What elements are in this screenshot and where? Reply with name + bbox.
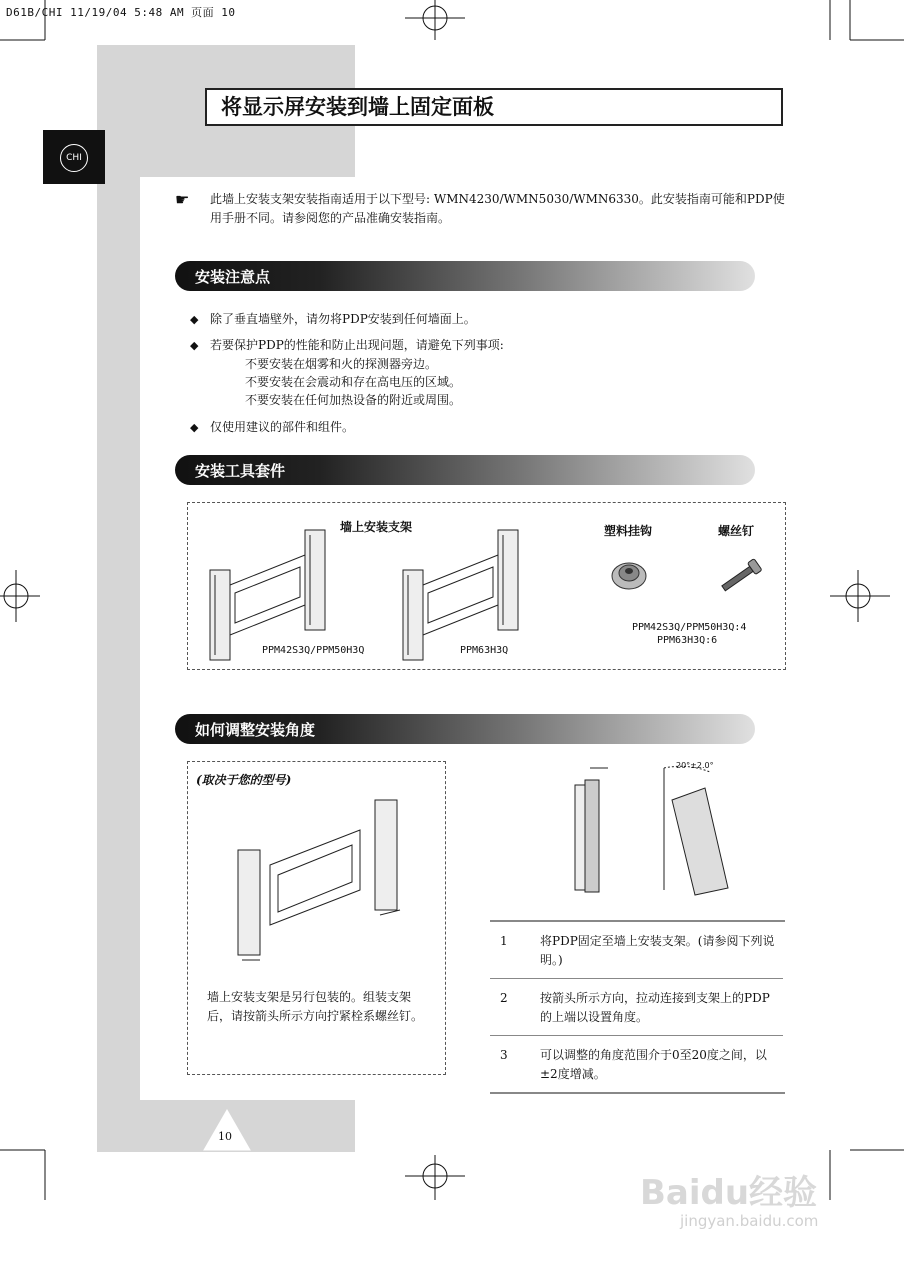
watermark-brand: Baidu经验 [640, 1173, 818, 1213]
hook-qty-line-2: PPM63H3Q:6 [657, 635, 718, 646]
section-kit-header [175, 455, 755, 485]
watermark-url: jingyan.baidu.com [680, 1212, 819, 1230]
bracket-model-1: PPM42S3Q/PPM50H3Q [262, 645, 365, 656]
section-title: 如何调整安装角度 [195, 721, 316, 739]
precaution-item: ◆ 除了垂直墙壁外，请勿将PDP安装到任何墙面上。 [210, 310, 750, 329]
precaution-item: ◆ 若要保护PDP的性能和防止出现问题，请避免下列事项: [210, 336, 750, 355]
section-angle-header [175, 714, 755, 744]
hook-qty-line-1: PPM42S3Q/PPM50H3Q:4 [632, 622, 747, 633]
precaution-sub-item: 不要安装在会震动和存在高电压的区域。 [245, 375, 462, 389]
step-row: 3 可以调整的角度范围介于0至20度之间，以±2度增减。 [490, 1036, 783, 1093]
step-row: 1 将PDP固定至墙上安装支架。(请参阅下列说明。) [500, 934, 775, 967]
screw-image [718, 556, 768, 596]
assembly-box-title: (取决于您的型号) [196, 773, 292, 787]
left-gray-band [97, 177, 140, 1152]
angle-label: 20°±2.0° [676, 761, 714, 770]
section-title: 安装注意点 [195, 268, 271, 286]
wall-bracket-small-image [205, 525, 335, 665]
precaution-sub-item: 不要安装在烟雾和火的探测器旁边。 [245, 357, 438, 371]
intro-note: 此墙上安装支架安装指南适用于以下型号: WMN4230/WMN5030/WMN6330。此安装指南可能和PDP使用手册不同。请参阅您的产品准确安装指南。 [210, 192, 785, 225]
precaution-item: ◆ 仅使用建议的部件和组件。 [210, 418, 750, 437]
diamond-bullet-icon: ◆ [190, 421, 199, 434]
angle-adjust-image [560, 760, 750, 900]
diamond-bullet-icon: ◆ [190, 313, 199, 326]
section-precautions-header [175, 261, 755, 291]
bracket-label: 墙上安装支架 [340, 520, 413, 534]
bracket-assembly-image [230, 790, 420, 965]
section-title: 安装工具套件 [195, 462, 286, 480]
assembly-note: 墙上安装支架是另行包装的。组装支架后，请按箭头所示方向拧紧栓系螺丝钉。 [207, 990, 424, 1023]
wall-bracket-large-image [398, 525, 528, 665]
hook-label: 塑料挂钩 [604, 524, 653, 538]
page-title: 将显示屏安装到墙上固定面板 [205, 88, 783, 126]
step-row: 2 按箭头所示方向，拉动连接到支架上的PDP的上端以设置角度。 [490, 979, 783, 1036]
pointing-hand-icon: ☛ [175, 190, 190, 209]
screw-label: 螺丝钉 [718, 524, 755, 538]
plastic-hook-image [608, 556, 650, 596]
steps-table [490, 920, 785, 1094]
diamond-bullet-icon: ◆ [190, 339, 199, 352]
print-info: D61B/CHI 11/19/04 5:48 AM 页面 10 [6, 6, 236, 19]
bracket-model-2: PPM63H3Q [460, 645, 509, 656]
precaution-sub-item: 不要安装在任何加热设备的附近或周围。 [245, 393, 462, 407]
page-number: 10 [218, 1130, 232, 1143]
language-label: CHI [60, 144, 88, 172]
